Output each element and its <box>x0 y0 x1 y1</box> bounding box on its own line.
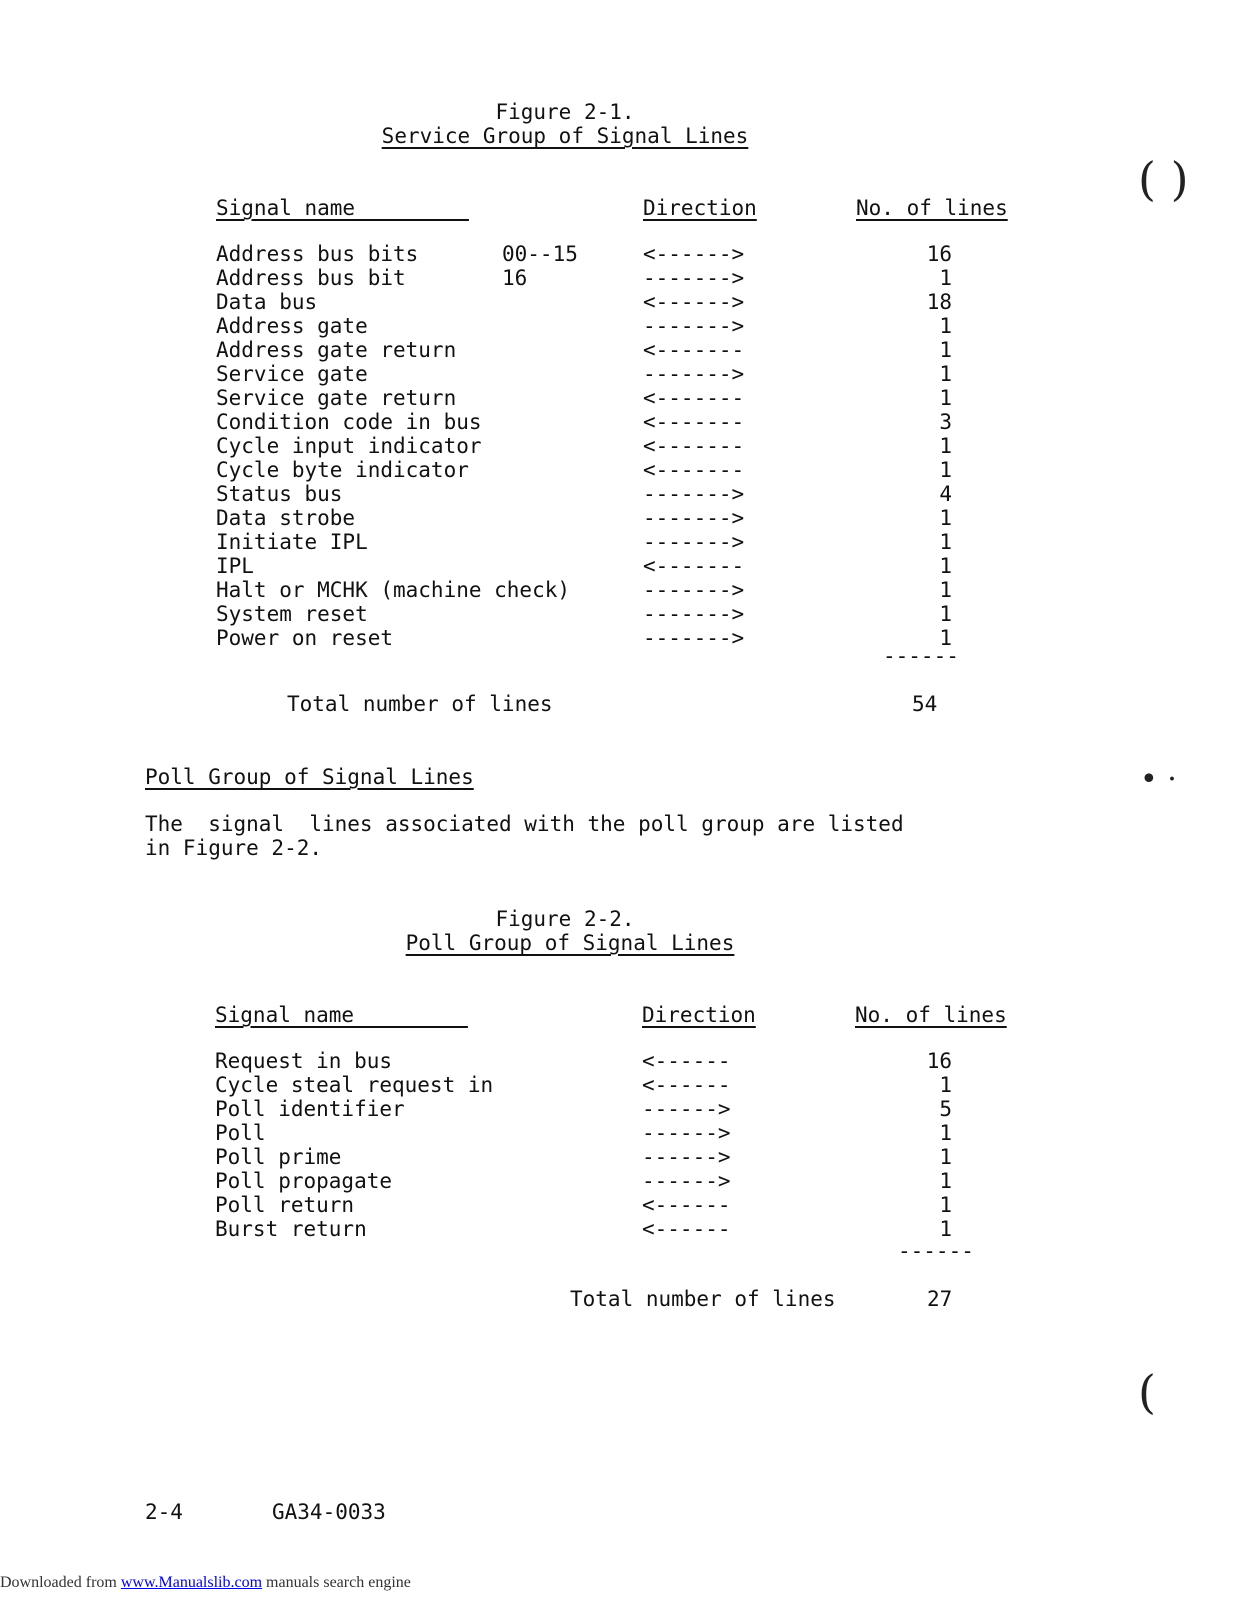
signal-name: Poll <box>215 1121 266 1145</box>
signal-line-count: 16 <box>926 1049 952 1073</box>
signal-line-count: 1 <box>939 1217 952 1241</box>
signal-line-count: 3 <box>939 410 952 434</box>
table-row <box>0 338 1237 362</box>
figure1-total-label: Total number of lines <box>287 692 553 716</box>
signal-direction: <------- <box>643 386 745 410</box>
signal-direction: <------- <box>643 458 745 482</box>
table-row <box>0 242 1237 266</box>
signal-name: Initiate IPL <box>216 530 368 554</box>
table-row <box>0 1193 1237 1217</box>
download-banner-prefix: Downloaded from <box>0 1574 121 1591</box>
signal-line-count: 1 <box>939 1145 952 1169</box>
signal-name: Poll prime <box>215 1145 342 1169</box>
signal-name: Service gate <box>216 362 368 386</box>
signal-bit-range: 00--15 <box>502 242 578 266</box>
figure2-title: Poll Group of Signal Lines <box>405 931 735 955</box>
figure1-title: Service Group of Signal Lines <box>381 124 749 148</box>
signal-line-count: 16 <box>926 242 952 266</box>
signal-name: Data strobe <box>216 506 356 530</box>
figure2-table-body <box>0 1049 1237 1249</box>
signal-direction: <------- <box>643 554 745 578</box>
signal-line-count: 1 <box>939 338 952 362</box>
signal-name: Poll return <box>215 1193 355 1217</box>
table-row <box>0 1169 1237 1193</box>
signal-line-count: 1 <box>939 314 952 338</box>
figure1-total-separator: ------ <box>883 644 959 668</box>
signal-name: Power on reset <box>216 626 394 650</box>
signal-direction: -------> <box>643 578 745 602</box>
signal-direction: <------- <box>643 410 745 434</box>
figure2-total-separator: ------ <box>898 1239 974 1263</box>
table-row <box>0 386 1237 410</box>
download-banner-suffix: manuals search engine <box>262 1574 411 1591</box>
signal-direction: ------> <box>642 1145 731 1169</box>
signal-direction: ------> <box>642 1121 731 1145</box>
figure1-header-direction: Direction <box>643 196 757 220</box>
signal-line-count: 1 <box>939 1073 952 1097</box>
signal-name: Service gate return <box>216 386 457 410</box>
signal-name: Cycle steal request in <box>215 1073 494 1097</box>
signal-direction: <------- <box>643 434 745 458</box>
signal-direction: -------> <box>643 626 745 650</box>
signal-bit-range: 16 <box>502 266 528 290</box>
signal-line-count: 4 <box>939 482 952 506</box>
signal-name: Cycle byte indicator <box>216 458 469 482</box>
figure2-total-label: Total number of lines <box>570 1287 836 1311</box>
figure2-caption: Figure 2-2. <box>495 907 635 931</box>
figure2-total-value: 27 <box>927 1287 953 1311</box>
page-number: 2-4 <box>145 1500 183 1524</box>
binder-hole-mark-middle: • · <box>1140 762 1177 797</box>
figure1-header-no-of-lines: No. of lines <box>856 196 1008 220</box>
signal-line-count: 1 <box>939 1169 952 1193</box>
table-row <box>0 626 1237 650</box>
signal-line-count: 1 <box>939 554 952 578</box>
document-number: GA34-0033 <box>272 1500 386 1524</box>
signal-direction: <------ <box>642 1193 731 1217</box>
table-row <box>0 482 1237 506</box>
signal-name: Condition code in bus <box>216 410 482 434</box>
signal-direction: ------> <box>642 1169 731 1193</box>
poll-section-paragraph-line2: in Figure 2-2. <box>145 836 323 860</box>
signal-direction: -------> <box>643 362 745 386</box>
table-row <box>0 530 1237 554</box>
signal-direction: <------> <box>643 290 745 314</box>
signal-line-count: 1 <box>939 602 952 626</box>
signal-direction: -------> <box>643 314 745 338</box>
signal-direction: <------- <box>643 338 745 362</box>
binder-hole-mark-top: ( ) <box>1138 152 1189 206</box>
table-row <box>0 458 1237 482</box>
signal-direction: -------> <box>643 530 745 554</box>
poll-section-heading: Poll Group of Signal Lines <box>145 765 474 789</box>
signal-line-count: 1 <box>939 1193 952 1217</box>
signal-line-count: 1 <box>939 362 952 386</box>
signal-name: Address bus bit <box>216 266 406 290</box>
table-row <box>0 578 1237 602</box>
figure1-table-body <box>0 242 1237 662</box>
manualslib-link[interactable]: www.Manualslib.com <box>120 1574 263 1591</box>
signal-direction: <------ <box>642 1073 731 1097</box>
table-row <box>0 362 1237 386</box>
table-row <box>0 506 1237 530</box>
signal-direction: <------ <box>642 1049 731 1073</box>
signal-direction: -------> <box>643 482 745 506</box>
download-banner <box>0 1574 411 1592</box>
poll-section-paragraph-line1: The signal lines associated with the poll group are listed <box>145 812 904 836</box>
signal-name: Halt or MCHK (machine check) <box>216 578 571 602</box>
figure1-caption: Figure 2-1. <box>495 100 635 124</box>
figure1-total-value: 54 <box>912 692 938 716</box>
signal-line-count: 5 <box>939 1097 952 1121</box>
table-row <box>0 410 1237 434</box>
signal-direction: <------ <box>642 1217 731 1241</box>
binder-hole-mark-bottom: ( <box>1138 1365 1156 1419</box>
signal-direction: -------> <box>643 602 745 626</box>
signal-name: Address gate <box>216 314 368 338</box>
signal-direction: <------> <box>643 242 745 266</box>
figure2-header-signal-name: Signal name_________ <box>215 1003 468 1027</box>
table-row <box>0 434 1237 458</box>
signal-line-count: 1 <box>939 434 952 458</box>
signal-name: Poll identifier <box>215 1097 405 1121</box>
signal-name: System reset <box>216 602 368 626</box>
table-row <box>0 1073 1237 1097</box>
table-row <box>0 266 1237 290</box>
table-row <box>0 1097 1237 1121</box>
signal-line-count: 1 <box>939 266 952 290</box>
signal-line-count: 1 <box>939 530 952 554</box>
table-row <box>0 602 1237 626</box>
figure2-header-direction: Direction <box>642 1003 756 1027</box>
table-row <box>0 314 1237 338</box>
signal-line-count: 1 <box>939 458 952 482</box>
signal-line-count: 1 <box>939 386 952 410</box>
signal-line-count: 1 <box>939 578 952 602</box>
signal-name: Poll propagate <box>215 1169 393 1193</box>
table-row <box>0 290 1237 314</box>
signal-name: Burst return <box>215 1217 367 1241</box>
signal-name: Address bus bits <box>216 242 419 266</box>
signal-direction: ------> <box>642 1097 731 1121</box>
signal-name: Status bus <box>216 482 343 506</box>
table-row <box>0 1049 1237 1073</box>
table-row <box>0 1145 1237 1169</box>
signal-line-count: 18 <box>926 290 952 314</box>
signal-line-count: 1 <box>939 506 952 530</box>
table-row <box>0 1121 1237 1145</box>
table-row <box>0 1217 1237 1241</box>
figure1-header-signal-name: Signal name_________ <box>216 196 469 220</box>
signal-line-count: 1 <box>939 626 952 650</box>
signal-name: Data bus <box>216 290 318 314</box>
signal-name: Cycle input indicator <box>216 434 482 458</box>
signal-direction: -------> <box>643 266 745 290</box>
signal-line-count: 1 <box>939 1121 952 1145</box>
signal-direction: -------> <box>643 506 745 530</box>
signal-name: Request in bus <box>215 1049 393 1073</box>
signal-name: IPL <box>216 554 254 578</box>
figure2-header-no-of-lines: No. of lines <box>855 1003 1007 1027</box>
table-row <box>0 554 1237 578</box>
signal-name: Address gate return <box>216 338 457 362</box>
